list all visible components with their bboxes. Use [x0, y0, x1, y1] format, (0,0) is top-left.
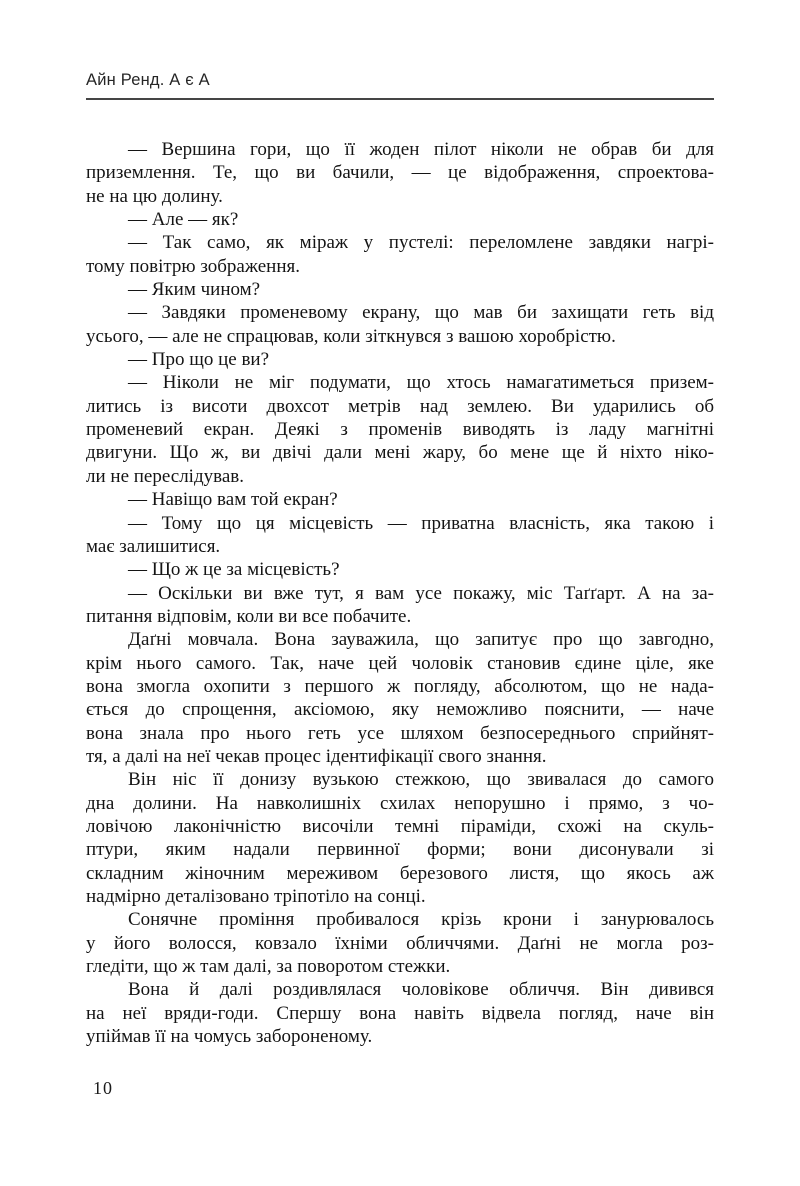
text-line: вона змогла охопити з першого ж погляду, абсолютом, що не нада-: [86, 675, 714, 697]
text-line: — Завдяки променевому екрану, що мав би захищати геть від: [128, 302, 714, 324]
text-line: променевий екран. Деякі з променів виводять із ладу магнітні: [86, 419, 714, 441]
text-line: — Про що це ви?: [128, 349, 270, 371]
text-line: питання відповім, коли ви все побачите.: [86, 605, 412, 627]
text-line: птури, яким надали первинної форми; вони дисонували зі: [86, 839, 714, 861]
text-line: складним жіночним мереживом березового листя, що якось аж: [86, 862, 714, 884]
text-line: упіймав її на чомусь забороненому.: [86, 1026, 373, 1048]
text-line: — Яким чином?: [128, 279, 261, 301]
text-line: — Вершина гори, що її жоден пілот ніколи не обрав би для: [128, 139, 714, 160]
text-line: — Оскільки ви вже тут, я вам усе покажу, міс Таґґарт. А на за-: [128, 582, 714, 604]
text-line: тому повітрю зображення.: [86, 255, 300, 277]
text-line: — Ніколи не міг подумати, що хтось намагатиметься призем-: [128, 372, 714, 394]
text-line: надмірно деталізовано тріпотіло на сонці.: [86, 886, 426, 907]
body-text: [86, 138, 714, 1048]
text-line: Він ніс її донизу вузькою стежкою, що звивалася до самого: [128, 769, 714, 791]
text-line: литись із висоти двохсот метрів над землею. Ви ударились об: [86, 395, 714, 417]
text-line: Сонячне проміння пробивалося крізь крони і занурювалось: [128, 909, 714, 931]
text-line: Даґні мовчала. Вона зауважила, що запитує про що завгодно,: [128, 629, 714, 651]
text-line: — Що ж це за місцевість?: [128, 559, 340, 581]
text-line: крім нього самого. Так, наче цей чоловік становив єдине ціле, яке: [86, 652, 714, 674]
page-number: 10: [93, 1078, 113, 1098]
text-line: ється до спрощення, аксіомою, яку неможливо пояснити, — наче: [86, 699, 714, 721]
text-line: двигуни. Що ж, ви двічі дали мені жару, бо мене ще й ніхто ніко-: [86, 442, 714, 464]
text-line: тя, а далі на неї чекав процес ідентифікації свого знання.: [86, 745, 547, 767]
text-line: гледіти, що ж там далі, за поворотом стежки.: [86, 956, 451, 978]
text-line: — Тому що ця місцевість — приватна власність, яка такою і: [128, 512, 714, 534]
text-line: — Але — як?: [128, 209, 239, 231]
text-line: — Так само, як міраж у пустелі: переломлене завдяки нагрі-: [128, 232, 714, 254]
text-line: на неї вряди-годи. Спершу вона навіть відвела погляд, наче він: [86, 1002, 714, 1024]
text-line: — Навіщо вам той екран?: [128, 489, 338, 511]
text-line: вона знала про нього геть усе шляхом безпосереднього сприйнят-: [86, 722, 714, 744]
text-line: у його волосся, ковзало їхніми обличчями. Даґні не могла роз-: [86, 932, 714, 954]
text-line: дна долини. На навколишніх схилах непорушно і прямо, з чо-: [86, 792, 714, 814]
running-header: Айн Ренд. А є А: [86, 71, 210, 89]
text-line: ловічою лаконічністю височіли темні піраміди, схожі на скуль-: [86, 815, 714, 837]
text-line: має залишитися.: [86, 535, 221, 557]
text-line: ли не переслідував.: [86, 465, 244, 487]
text-line: приземлення. Те, що ви бачили, — це відображення, спроектова-: [86, 162, 714, 184]
text-line: Вона й далі роздивлялася чоловікове обличчя. Він дивився: [128, 979, 714, 1001]
text-line: не на цю долину.: [86, 185, 223, 207]
text-line: усього, — але не спрацював, коли зіткнувся з вашою хоробрістю.: [86, 325, 616, 347]
header-rule: [86, 98, 714, 100]
